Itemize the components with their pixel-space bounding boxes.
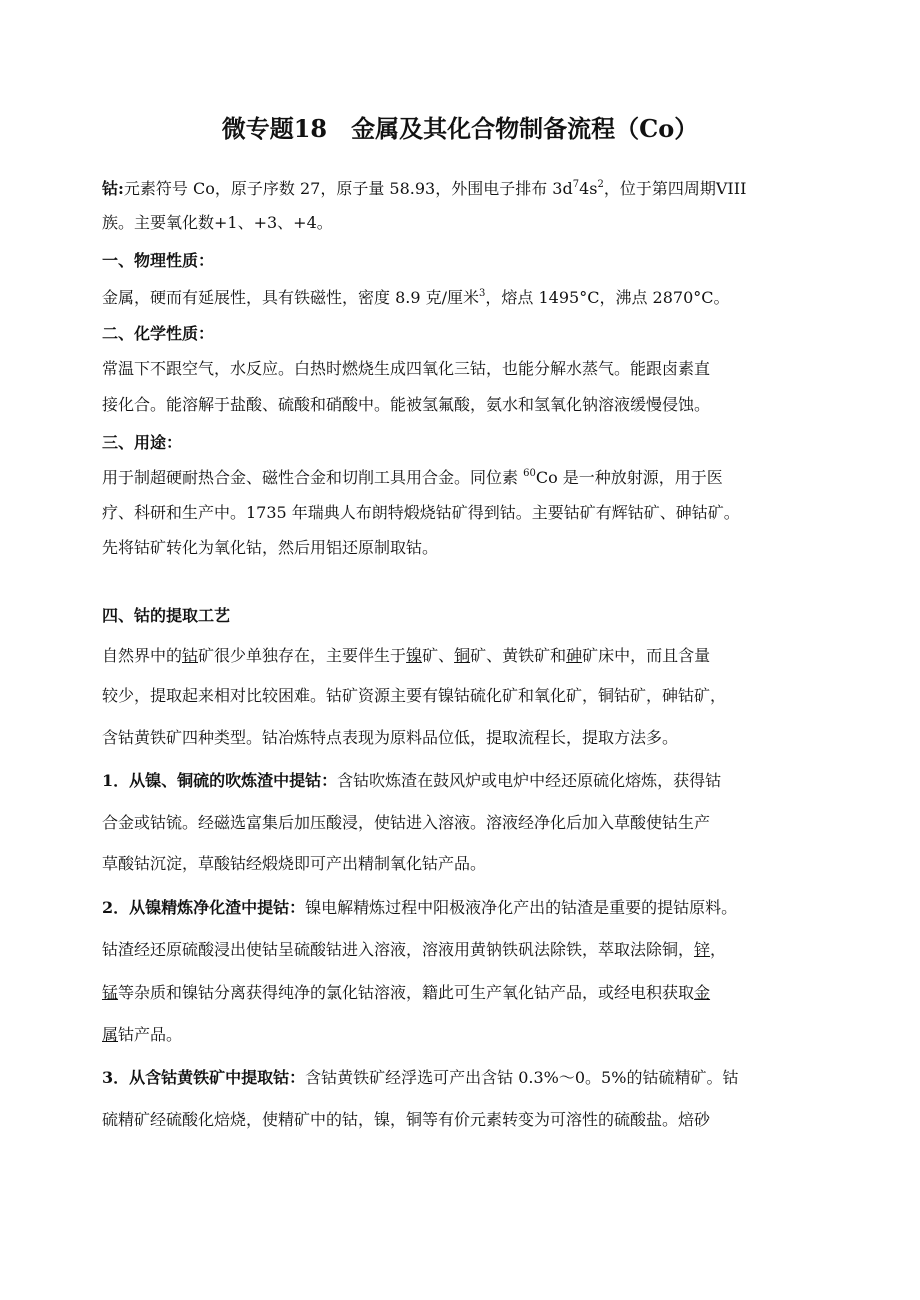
intro-line-1: 钴:元素符号 Co，原子序数 27，原子量 58.93，外围电子排布 $3d^74s^2$，位于第四周期VIII: [102, 178, 747, 198]
intro-line-2: 族。主要氧化数+1、+3、+4。: [102, 213, 333, 232]
method-1-label: 1．从镍、铜硫的吹炼渣中提钴：: [102, 771, 338, 790]
section-heading-chemical: 二、化学性质：: [102, 324, 215, 343]
uses-line-3: 先将钴矿转化为氧化钴，然后用铝还原制取钴。: [102, 538, 439, 557]
cobalt-label: 钴:: [102, 179, 124, 198]
section-heading-extraction: 四、钴的提取工艺: [102, 606, 231, 625]
method-3-line-1: 3．从含钴黄铁矿中提取钴：含钴黄铁矿经浮选可产出含钴 0.3%～0。5%的钴硫精矿。钴: [102, 1068, 739, 1087]
method-2-line-1: 2．从镍精炼净化渣中提钴：镍电解精炼过程中阳极液净化产出的钴渣是重要的提钴原料。: [102, 898, 738, 917]
method-3-label: 3．从含钴黄铁矿中提取钴：: [102, 1068, 306, 1087]
uses-line-2: 疗、科研和生产中。1735 年瑞典人布朗特煅烧钴矿得到钴。主要钴矿有辉钴矿、砷钴矿。: [102, 503, 740, 522]
page-title: 微专题18 金属及其化合物制备流程（Co）: [221, 114, 699, 143]
extraction-p1-line-3: 含钴黄铁矿四种类型。钴冶炼特点表现为原料品位低，提取流程长，提取方法多。: [102, 728, 679, 747]
physical-text: 金属，硬而有延展性，具有铁磁性，密度 8.9 克/厘米$^3$，熔点 1495°C，沸点 2870°C。: [102, 287, 730, 307]
chemical-line-2: 接化合。能溶解于盐酸、硫酸和硝酸中。能被氢氟酸，氨水和氢氧化钠溶液缓慢侵蚀。: [102, 395, 711, 414]
method-3-line-2: 硫精矿经硫酸化焙烧，使精矿中的钴，镍，铜等有价元素转变为可溶性的硫酸盐。焙砂: [102, 1110, 711, 1129]
method-2-line-4: 属钴产品。: [102, 1025, 183, 1044]
method-2-line-3: 锰等杂质和镍钴分离获得纯净的氯化钴溶液，籍此可生产氧化钴产品，或经电积获取金: [102, 983, 711, 1002]
method-2-label: 2．从镍精炼净化渣中提钴：: [102, 898, 306, 917]
section-heading-physical: 一、物理性质：: [102, 251, 215, 270]
extraction-p1-line-1: 自然界中的钴矿很少单独存在，主要伴生于镍矿、铜矿、黄铁矿和砷矿床中，而且含量: [102, 646, 711, 665]
section-heading-uses: 三、用途：: [102, 433, 183, 452]
method-1-line-1: 1．从镍、铜硫的吹炼渣中提钴：含钴吹炼渣在鼓风炉或电炉中经还原硫化熔炼，获得钴: [102, 771, 722, 790]
method-1-line-3: 草酸钴沉淀，草酸钴经煅烧即可产出精制氧化钴产品。: [102, 854, 487, 873]
chemical-line-1: 常温下不跟空气，水反应。白热时燃烧生成四氧化三钴，也能分解水蒸气。能跟卤素直: [102, 359, 711, 378]
method-1-line-2: 合金或钴锍。经磁选富集后加压酸浸，使钴进入溶液。溶液经净化后加入草酸使钴生产: [102, 813, 711, 832]
extraction-p1-line-2: 较少，提取起来相对比较困难。钴矿资源主要有镍钴硫化矿和氧化矿，铜钴矿，砷钴矿，: [102, 686, 727, 705]
method-2-line-2: 钴渣经还原硫酸浸出使钴呈硫酸钴进入溶液，溶液用黄钠铁矾法除铁，萃取法除铜，锌，: [102, 940, 727, 959]
uses-line-1: 用于制超硬耐热合金、磁性合金和切削工具用合金。同位素 $^{60}$Co 是一种放射源，用于医: [102, 467, 723, 487]
